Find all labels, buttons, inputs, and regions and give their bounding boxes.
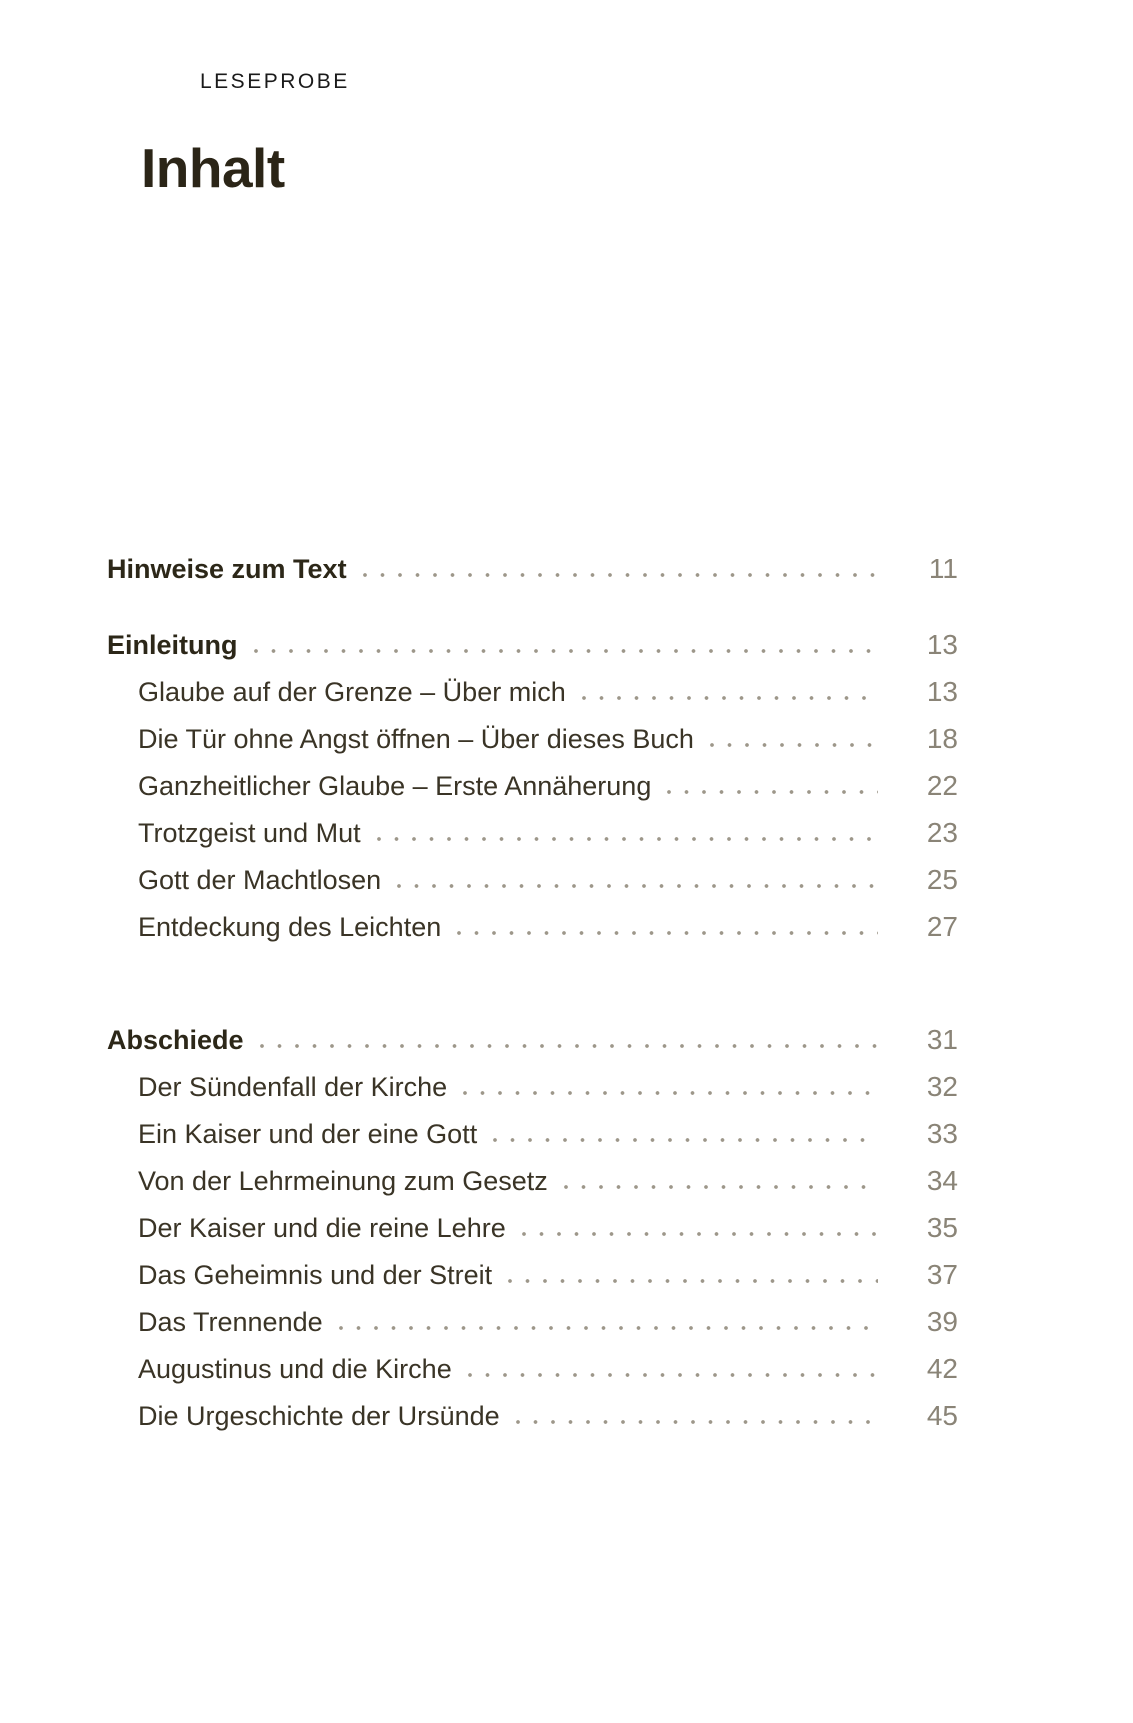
toc-entry-label: Das Geheimnis und der Streit <box>138 1260 493 1290</box>
toc-row <box>107 1157 958 1204</box>
toc-row <box>107 1251 958 1298</box>
toc-page-number: 27 <box>926 911 958 942</box>
dot-leader <box>363 573 878 578</box>
toc-group <box>107 621 958 950</box>
toc-row <box>107 1298 958 1345</box>
dot-leader <box>463 1091 878 1096</box>
toc-row <box>107 1016 958 1063</box>
toc-row <box>107 621 958 668</box>
dot-leader <box>254 649 879 654</box>
toc-row <box>107 1204 958 1251</box>
dot-leader <box>710 743 878 748</box>
toc-entry-label: Glaube auf der Grenze – Über mich <box>138 677 566 707</box>
toc-row <box>107 668 958 715</box>
toc-page-number: 25 <box>926 864 958 895</box>
dot-leader <box>377 837 878 842</box>
toc-row <box>107 545 958 592</box>
toc-entry-label: Die Urgeschichte der Ursünde <box>138 1401 500 1431</box>
toc-row <box>107 1110 958 1157</box>
toc-page-number: 32 <box>926 1071 958 1102</box>
toc-page-number: 22 <box>926 770 958 801</box>
page-title: Inhalt <box>141 136 285 199</box>
dot-leader <box>582 696 878 701</box>
toc-entry-label: Gott der Machtlosen <box>138 865 382 895</box>
table-of-contents <box>107 545 958 1439</box>
toc-group <box>107 1016 958 1439</box>
toc-page-number: 23 <box>926 817 958 848</box>
toc-row <box>107 903 958 950</box>
toc-row <box>107 1063 958 1110</box>
toc-entry-label: Augustinus und die Kirche <box>138 1354 452 1384</box>
toc-entry-label: Ganzheitlicher Glaube – Erste Annäherung <box>138 771 652 801</box>
toc-entry-label: Hinweise zum Text <box>107 554 347 584</box>
toc-entry-label: Der Sündenfall der Kirche <box>138 1072 448 1102</box>
toc-page-number: 35 <box>926 1212 958 1243</box>
dot-leader <box>667 790 878 795</box>
toc-entry-label: Das Trennende <box>138 1307 323 1337</box>
toc-entry-label: Trotzgeist und Mut <box>138 818 361 848</box>
toc-page-number: 39 <box>926 1306 958 1337</box>
dot-leader <box>522 1232 878 1237</box>
dot-leader <box>260 1044 878 1049</box>
toc-page-number: 34 <box>926 1165 958 1196</box>
dot-leader <box>564 1185 878 1190</box>
dot-leader <box>457 931 878 936</box>
toc-row <box>107 856 958 903</box>
toc-page-number: 13 <box>926 629 958 660</box>
toc-entry-label: Die Tür ohne Angst öffnen – Über dieses Buch <box>138 724 694 754</box>
toc-entry-label: Einleitung <box>107 630 238 660</box>
toc-row <box>107 1345 958 1392</box>
toc-page-number: 42 <box>926 1353 958 1384</box>
toc-row <box>107 762 958 809</box>
dot-leader <box>339 1326 878 1331</box>
toc-page-number: 45 <box>926 1400 958 1431</box>
dot-leader <box>516 1420 878 1425</box>
dot-leader <box>508 1279 878 1284</box>
toc-entry-label: Der Kaiser und die reine Lehre <box>138 1213 506 1243</box>
toc-row <box>107 715 958 762</box>
toc-row <box>107 1392 958 1439</box>
dot-leader <box>468 1373 878 1378</box>
dot-leader <box>493 1138 878 1143</box>
toc-page-number: 37 <box>926 1259 958 1290</box>
toc-page-number: 18 <box>926 723 958 754</box>
toc-group <box>107 545 958 592</box>
toc-page-number: 11 <box>928 553 958 584</box>
toc-row <box>107 809 958 856</box>
toc-entry-label: Ein Kaiser und der eine Gott <box>138 1119 478 1149</box>
leseprobe-kicker: LESEPROBE <box>200 70 350 93</box>
toc-page-number: 31 <box>926 1024 958 1055</box>
toc-entry-label: Abschiede <box>107 1025 244 1055</box>
toc-page-number: 33 <box>926 1118 958 1149</box>
toc-page-number: 13 <box>926 676 958 707</box>
dot-leader <box>397 884 878 889</box>
toc-entry-label: Entdeckung des Leichten <box>138 912 442 942</box>
toc-entry-label: Von der Lehrmeinung zum Gesetz <box>138 1166 548 1196</box>
